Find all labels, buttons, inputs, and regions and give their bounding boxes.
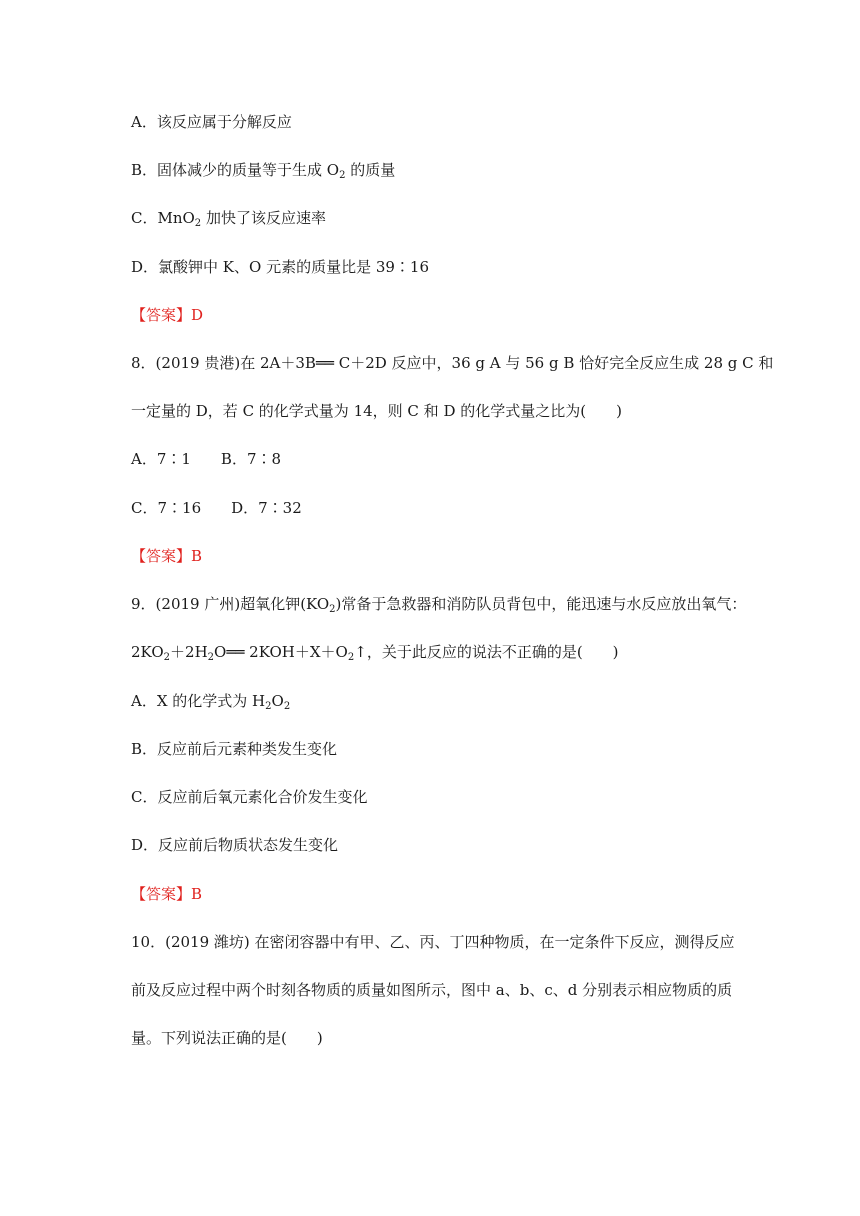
q8-stem-line-1: 8．(2019 贵港)在 2A＋3B══ C＋2D 反应中，36 g A 与 56 g B 恰好完全反应生成 28 g C 和 (131, 354, 774, 372)
q8-stem-line-2: 一定量的 D，若 C 的化学式量为 14，则 C 和 D 的化学式量之比为( ) (131, 402, 622, 420)
q9-eq-sub-1: 2 (163, 652, 171, 663)
q10-stem-line-1: 10．(2019 潍坊) 在密闭容器中有甲、乙、丙、丁四种物质，在一定条件下反应，测得反应 (131, 933, 735, 951)
q9-eq-part-2: ＋2H (170, 643, 208, 661)
q7-option-b-subscript: 2 (339, 170, 346, 181)
q10-stem-line-2: 前及反应过程中两个时刻各物质的质量如图所示，图中 a、b、c、d 分别表示相应物质的质 (131, 981, 733, 999)
q9-option-a-sub-1: 2 (265, 701, 272, 712)
q9-option-c: C．反应前后氧元素化合价发生变化 (131, 788, 368, 806)
q8-answer: 【答案】B (131, 547, 203, 565)
q9-eq-part-4: ↑，关于此反应的说法不正确的是( ) (354, 643, 619, 661)
q9-eq-sub-2: 2 (207, 652, 215, 663)
q9-eq-part-3: O══ 2KOH＋X＋O (214, 643, 348, 661)
q9-option-a (131, 690, 730, 712)
q9-stem-tail: )常备于急救器和消防队员背包中，能迅速与水反应放出氧气： (335, 595, 747, 613)
q9-equation-line (131, 641, 730, 663)
q9-option-a-mid: O (271, 692, 284, 710)
q7-option-b-tail: 的质量 (345, 161, 396, 179)
q9-stem-subscript: 2 (329, 604, 336, 615)
q7-option-c-subscript: 2 (194, 218, 202, 229)
q9-option-a-sub-2: 2 (283, 701, 291, 712)
q7-option-b-text: B．固体减少的质量等于生成 O (131, 161, 340, 179)
q9-option-b: B．反应前后元素种类发生变化 (131, 740, 338, 758)
q9-answer: 【答案】B (131, 885, 203, 903)
q7-option-c (131, 207, 730, 229)
q7-answer: 【答案】D (131, 306, 204, 324)
q9-option-d: D．反应前后物质状态发生变化 (131, 836, 339, 854)
q8-options-line-2: C．7∶16 D．7∶32 (131, 499, 302, 517)
q10-stem-line-3: 量。下列说法正确的是( ) (131, 1029, 323, 1047)
q9-option-a-text: A．X 的化学式为 H (131, 692, 266, 710)
q9-eq-part-1: 2KO (131, 643, 164, 661)
q9-stem-text: 9．(2019 广州)超氧化钾(KO (131, 595, 330, 613)
q8-options-line-1: A．7∶1 B．7∶8 (131, 450, 282, 468)
q7-option-c-tail: 加快了该反应速率 (201, 209, 326, 227)
q7-option-a: A．该反应属于分解反应 (131, 113, 292, 131)
q7-option-b (131, 159, 730, 181)
q9-stem-line-1 (131, 593, 747, 615)
q7-option-c-text: C．MnO (131, 209, 195, 227)
q7-option-d: D．氯酸钾中 K、O 元素的质量比是 39∶16 (131, 258, 430, 276)
q9-eq-sub-3: 2 (347, 652, 355, 663)
